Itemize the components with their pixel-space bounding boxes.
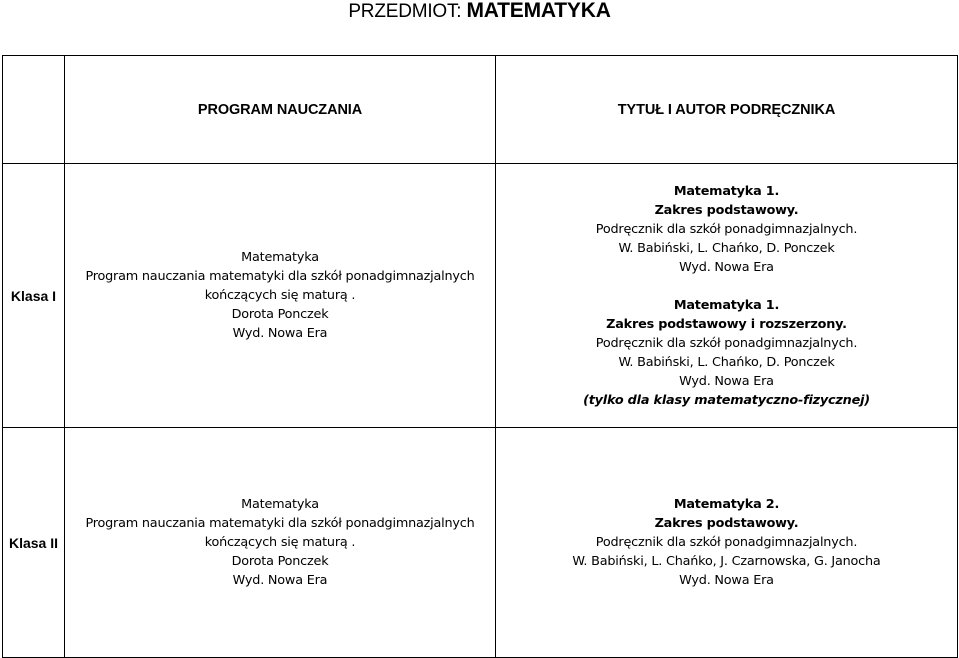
program-author: Dorota Ponczek	[231, 554, 329, 569]
table-row	[3, 164, 958, 428]
textbook-note: (tylko dla klasy matematyczno-fizycznej)	[583, 392, 870, 408]
table-row	[3, 428, 958, 658]
program-publisher: Wyd. Nowa Era	[232, 326, 328, 341]
textbook-type: Podręcznik dla szkół ponadgimnazjalnych.	[595, 221, 858, 237]
program-cell	[65, 428, 496, 658]
subject-name: MATEMATYKA	[466, 0, 611, 22]
spacer	[496, 277, 957, 296]
textbook-publisher: Wyd. Nowa Era	[679, 373, 774, 389]
textbook-title: Matematyka 1.	[673, 183, 780, 199]
program-title: Matematyka	[241, 250, 319, 265]
program-description: Program nauczania matematyki dla szkół ponadgimnazjalnych	[85, 516, 475, 531]
textbook-publisher: Wyd. Nowa Era	[679, 573, 774, 588]
textbook-scope: Zakres podstawowy.	[654, 202, 799, 218]
textbook-cell	[496, 164, 958, 428]
textbook-authors: W. Babiński, L. Chańko, D. Ponczek	[618, 240, 835, 256]
textbook-type: Podręcznik dla szkół ponadgimnazjalnych.	[595, 535, 858, 550]
program-description: Program nauczania matematyki dla szkół ponadgimnazjalnych	[85, 269, 475, 284]
column-header-program: PROGRAM NAUCZANIA	[65, 56, 496, 164]
page-title	[0, 0, 959, 25]
textbook-type: Podręcznik dla szkół ponadgimnazjalnych.	[595, 335, 858, 351]
program-author: Dorota Ponczek	[231, 307, 329, 322]
table-header-row	[3, 56, 958, 164]
program-cell	[65, 164, 496, 428]
class-label: Klasa II	[3, 428, 65, 658]
program-description-cont: kończących się maturą .	[204, 535, 356, 550]
column-header-textbook: TYTUŁ I AUTOR PODRĘCZNIKA	[496, 56, 958, 164]
textbook-title: Matematyka 1.	[673, 297, 780, 313]
class-label: Klasa I	[3, 164, 65, 428]
textbook-scope: Zakres podstawowy i rozszerzony.	[606, 316, 847, 332]
curriculum-table	[2, 55, 958, 658]
textbook-publisher: Wyd. Nowa Era	[679, 259, 774, 275]
textbook-title: Matematyka 2.	[673, 497, 780, 512]
page-title-prefix: PRZEDMIOT:	[348, 1, 467, 22]
header-empty-cell	[3, 56, 65, 164]
textbook-authors: W. Babiński, L. Chańko, J. Czarnowska, G. Janocha	[572, 554, 881, 569]
program-publisher: Wyd. Nowa Era	[232, 573, 328, 588]
program-title: Matematyka	[241, 497, 319, 512]
textbook-cell	[496, 428, 958, 658]
textbook-scope: Zakres podstawowy.	[654, 516, 799, 531]
program-description-cont: kończących się maturą .	[204, 288, 356, 303]
textbook-authors: W. Babiński, L. Chańko, D. Ponczek	[618, 354, 835, 370]
